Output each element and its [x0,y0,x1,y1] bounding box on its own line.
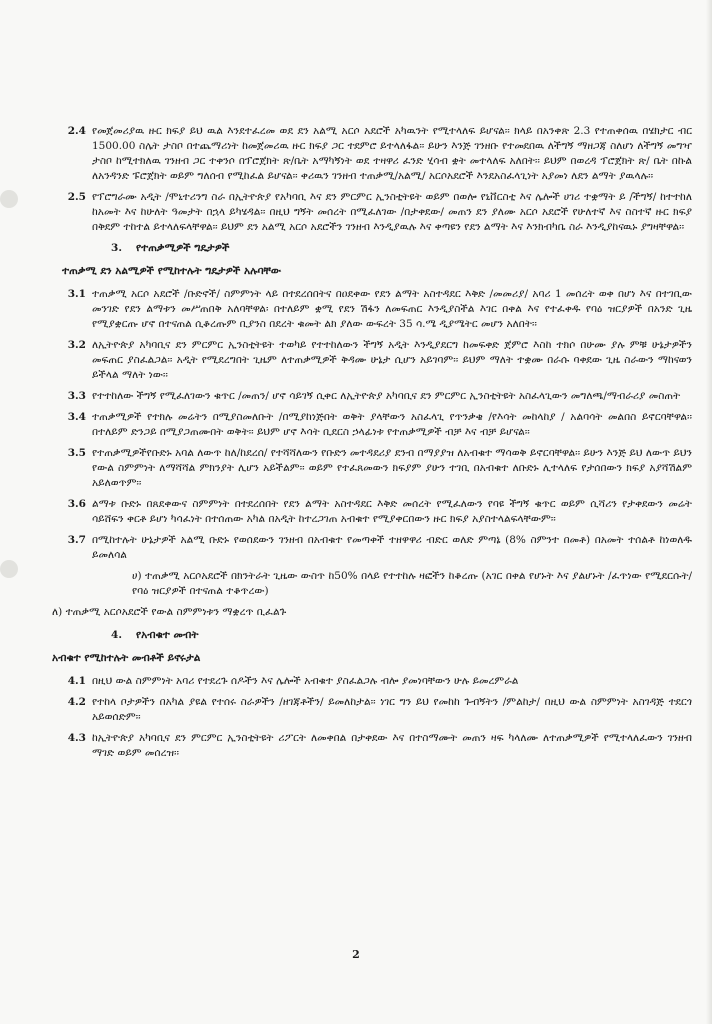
section-4-heading [52,628,692,643]
paragraph-text: የፕሮግራሙ አዲት /ሞኒተሪንግ ስራ በኢትዮጵያ የአካባቢ እና ደን ምርምር ኢንስቲትዩት ወይም በወሎ የኒቨርስቲ እና ሌሎች ሀገሪ ተቋማት ይ /ችግኝ/ ከተተከለ ከአመት እና ከሁለት ዓመታት በኋላ ይካሄዳል፡፡ በዚህ ግኝት መሰረት በሚፈለገው /በታቀደው/ መጠን ደን ያለሙ አርሶ አደሮች የሁለተኛ እና ስስተኛ ዙር ክፍያ በቅደም ተከተል ይተላለፍላቸዋል፡፡ ይህም ደን አልሚ አርሶ አደሮችን ገንዘብ እንዲያዉሉ እና ቀጣዩን የደን ልማት እና እንክብካቤ ስራ እንዲያከናዉኑ ያግዛቸዋል፡፡ [92,191,692,233]
document-body [52,124,692,767]
section-3-heading [52,241,692,256]
section-3-intro: ተጠቃሚ ደን አልሚዎች የሚከተሉት ግዴታዎች አሉባቸው [62,265,281,277]
paragraph-3-5 [52,446,692,491]
paragraph-3-7 [52,533,692,563]
paragraph-text: ተጠቃሚዎች የተክሉ መሬትን በሚያስመለቡት /በሚያከነጅበት ወቅት ያላቸውን አስፈላጊ የጥንቃቄ /የእሳት መከላከያ / አልባሳት መልበስ ይኖርባቸዋል፡፡ በተለይም ድንጋይ በሚያጋጠሙበት ወቅት፡፡ ይህም ሆኖ እሳት ቢደርስ ኃላፊነቱ የተጠቃሚዎች ብቻ እና ብቻ ይሆናል፡፡ [92,411,692,438]
paragraph-text: በሚከተሉት ሁኔታዎች አልሚ ቡድኑ የወሰደውን ገንዘብ በአብቁተ የመጣቀች ተዘዋዋሪ ብድር ወለድ ምጣኔ (8% ስምንተ በመቶ) በአመት ተሰልቶ ከነወለዱ ይመለሳል [92,534,692,561]
paragraph-number: 2.4 [67,125,86,137]
paragraph-4-1 [52,674,692,689]
paragraph-number: 3.2 [67,339,86,351]
paragraph-text: የተተከለው ችግኝ የሚፈለገውን ቁጥር /መጠን/ ሆኖ ሳይገኝ ሲቀር ለኢትዮጵያ አካባቢና ደን ምርምር ኢንስቲትዩት አስፈላጊውን መግለጫ/ማብራሪያ መስጠት [92,390,681,402]
paragraph-3-4 [52,410,692,440]
paragraph-number: 4.1 [67,675,86,687]
paragraph-number: 3.7 [67,534,86,546]
paragraph-text: ተጠቃሚ አርሶ አደሮች /ቡድኖች/ ስምምነት ላይ በተደረሰበትና በዐደቀው የደን ልማት አስተዳደር እቅድ /መመሪያ/ አባሪ 1 መሰረት ወቀ በሆነ እና በተገቢው መንገድ የደን ልማቱን መሥጠበቅ አለባቸዋል፡ በተለይም ቋሚ የደን ሽፋን ለመፍጠር እንዲያስችል እገር በቀል እና የተፈቀዱ የባዕ ዝርያዎች በአንድ ጊዜ የሚያቋርጡ ሆኖ በተናጠል ሲቆረጡም ቢያንስ በደረት ቁመት ልክ ያለው ውፍረት 35 ሳ.ሜ ዲያሜትር መሆን አለበት፡፡ [92,288,692,330]
section-4-intro: አብቁተ የሚከተሉት መብቶች ይኖሩታል [52,652,201,664]
note-le: ለ) ተጠቃሚ አርሶአደሮች የውል ስምምነቱን ማቋረጥ ቢፈልጉ [52,606,287,618]
paragraph-text: የመጀመሪያዉ ዙር ክፍያ ይህ ዉል እንደተፈረመ ወደ ደን አልሚ አርሶ አደሮች አካዉንት የሚተላለፍ ይሆናል፡፡ ክላይ በአንቀጽ 2.3 የተጠቀሰዉ በሄክታር ብር 1500.00 ስሌት ታስቦ በተጨማሪነት ከመጀመሪዉ ዙር ክፍያ ጋር ተደምሮ ይተላለፋል፡፡ ይሁን እንጅ ገንዘቡ የተመደበዉ ለችግኝ ማዘጋጃ ስለሆነ ለችግኝ መግዣ ታስቦ ከሚተክለዉ ገንዘብ ጋር ተቀንሶ በፕሮጀክት ጽ/ቤት አማካኝነት ወደ ተዛዋሪ ፈንድ ሂሳብ ቋት መተላለፍ አለበት፡፡ ይህም በወረዳ ፕሮጀክት ጽ/ ቤት በኩል ለአንዳንድ ፑሮጀክት ወይም ግለሰብ የሚከፈል ይሆናል፡፡ ቀሪዉን ገንዘብ ተጠቃሚ/አልሚ/ አርሶአደሮች እንደአስፈላጊነት አያመነ ለደን ልማት ያዉላሉ፡፡ [92,125,692,182]
paragraph-text: ለኢትዮጵያ አካባቢና ደን ምርምር ኢንስቲትዩት ተወካይ የተተከለውን ችግኝ አዲት እንዲያደርግ ከመፍቀድ ጀምሮ እስከ ተክሶ በሁሙ ያሉ ምቹ ሁኔታዎችን መፍጠር ያስፈልጋል፡፡ አዲት የሚደረግበት ጊዜም ለተጠቃሚዎች ቅዳሙ ሁኔታ ሲሆን አይገባም፡፡ ይህም ማለት ተቋሙ በራሱ ባቀደው ጊዜ ስራውን ማከናወን ይችላል ማለት ነው፡፡ [92,339,692,381]
paragraph-4-2 [52,695,692,725]
paragraph-number: 3.4 [67,411,86,423]
paragraph-4-3 [52,731,692,761]
paragraph-2-5 [52,190,692,235]
section-title: የተጠቃሚዎች ግዴታዎች [136,242,230,254]
section-number: 3. [111,242,122,254]
page-edge-shadow [706,0,712,1024]
paragraph-number: 4.3 [67,732,86,744]
paragraph-3-3 [52,389,692,404]
paragraph-number: 4.2 [67,696,86,708]
paragraph-text: ልማቱ ቡድኑ በጸደቀውና ስምምነት በተደረሰበት የደን ልማት አስተዳደር እቅድ መሰረት የሚፈለውን የባዩ ችግኝ ቁጥር ወይም ሲሻሪን የታቀደውን መሬት ሳይሸፍን ቀርቶ ይሆነ ካሳፈነት በተሰጠው አካል በአዲት ከተረጋገጠ አብቁተ የሚያቀርበውን ዙር ክፍያ አያስተላልፍላቸውም፡፡ [92,498,692,525]
paragraph-number: 3.6 [67,498,86,510]
paragraph-text: የተጠቃሚዎችየቡድኑ አባል ለውጥ ከለ/ከደረሰ/ የተሻሻለውን የቡድን መተዳደሪያ ደንብ በማያያዝ ለአብቁተ ማሳወቅ ይኖርባቸዋል፡፡ ይሁን እንጅ ይህ ለውጥ ይህን የውል ስምምነት ለማሻሻል ምክንያት ሊሆን አይችልም፡፡ ወይም የተፈጸመውን ክፍያም ያሁን ተገቢ በአብቁተ ለቡድኑ ሊተላለፍ የታሰበውን ክፍያ አያሻሽልም አይለወጥም፡፡ [92,447,692,489]
punch-hole-mark [0,560,18,578]
paragraph-3-1 [52,287,692,332]
paragraph-3-6 [52,497,692,527]
punch-hole-mark [0,190,18,208]
note-ha: ሀ) ተጠቃሚ አርሶአደሮች በክንትራት ጊዜው ውስጥ ከ50% በላይ የተተከሉ ዛፎችን ከቆረጡ (አገር በቀል የሆኑት እና ያልሆኑት /ፈጥነው የሚደርሱት/ የባዕ ዝርያዎች በተናጠል ተቆጥረው) [132,570,692,597]
paragraph-number: 2.5 [67,191,86,203]
paragraph-3-2 [52,338,692,383]
paragraph-text: የተከላ ቦታዎችን በአካል ያዩል የተሰሩ ስራዎችን /ዘገጃቶችን/ ይመለከታል፡፡ ነገር ግን ይህ የመከከ ጉብኝትን /ምልከታ/ በዚህ ውል ስምምነት አስገዳጅ ተደርጎ አይወሰድም፡፡ [92,696,692,723]
paragraph-number: 3.1 [67,288,86,300]
paragraph-text: በዚህ ውል ስምምነት አባሪ የተደረጉ ሰዶችን እና ሌሎች አብቁተ ያስፈልጋሉ ብሎ ያመነባቸውን ሁሉ ይመረምራል [92,675,519,687]
section-title: የአብቁተ መብት [136,629,199,641]
paragraph-number: 3.3 [67,390,86,402]
page-number: 2 [352,948,360,961]
paragraph-number: 3.5 [67,447,86,459]
paragraph-2-4 [52,124,692,184]
paragraph-text: ከኢትዮጵያ አካባቢና ደን ምርምር ኢንስቲትዩት ሪፖርት ለመቀበል በታቀደው እና በተስማሙት መጠን ዛፍ ካላለሙ ለተጠቃሚዎች የሚተላለፈውን ገንዘብ ማገድ ወይም መሰረዝ፡፡ [92,732,692,759]
section-number: 4. [111,629,122,641]
